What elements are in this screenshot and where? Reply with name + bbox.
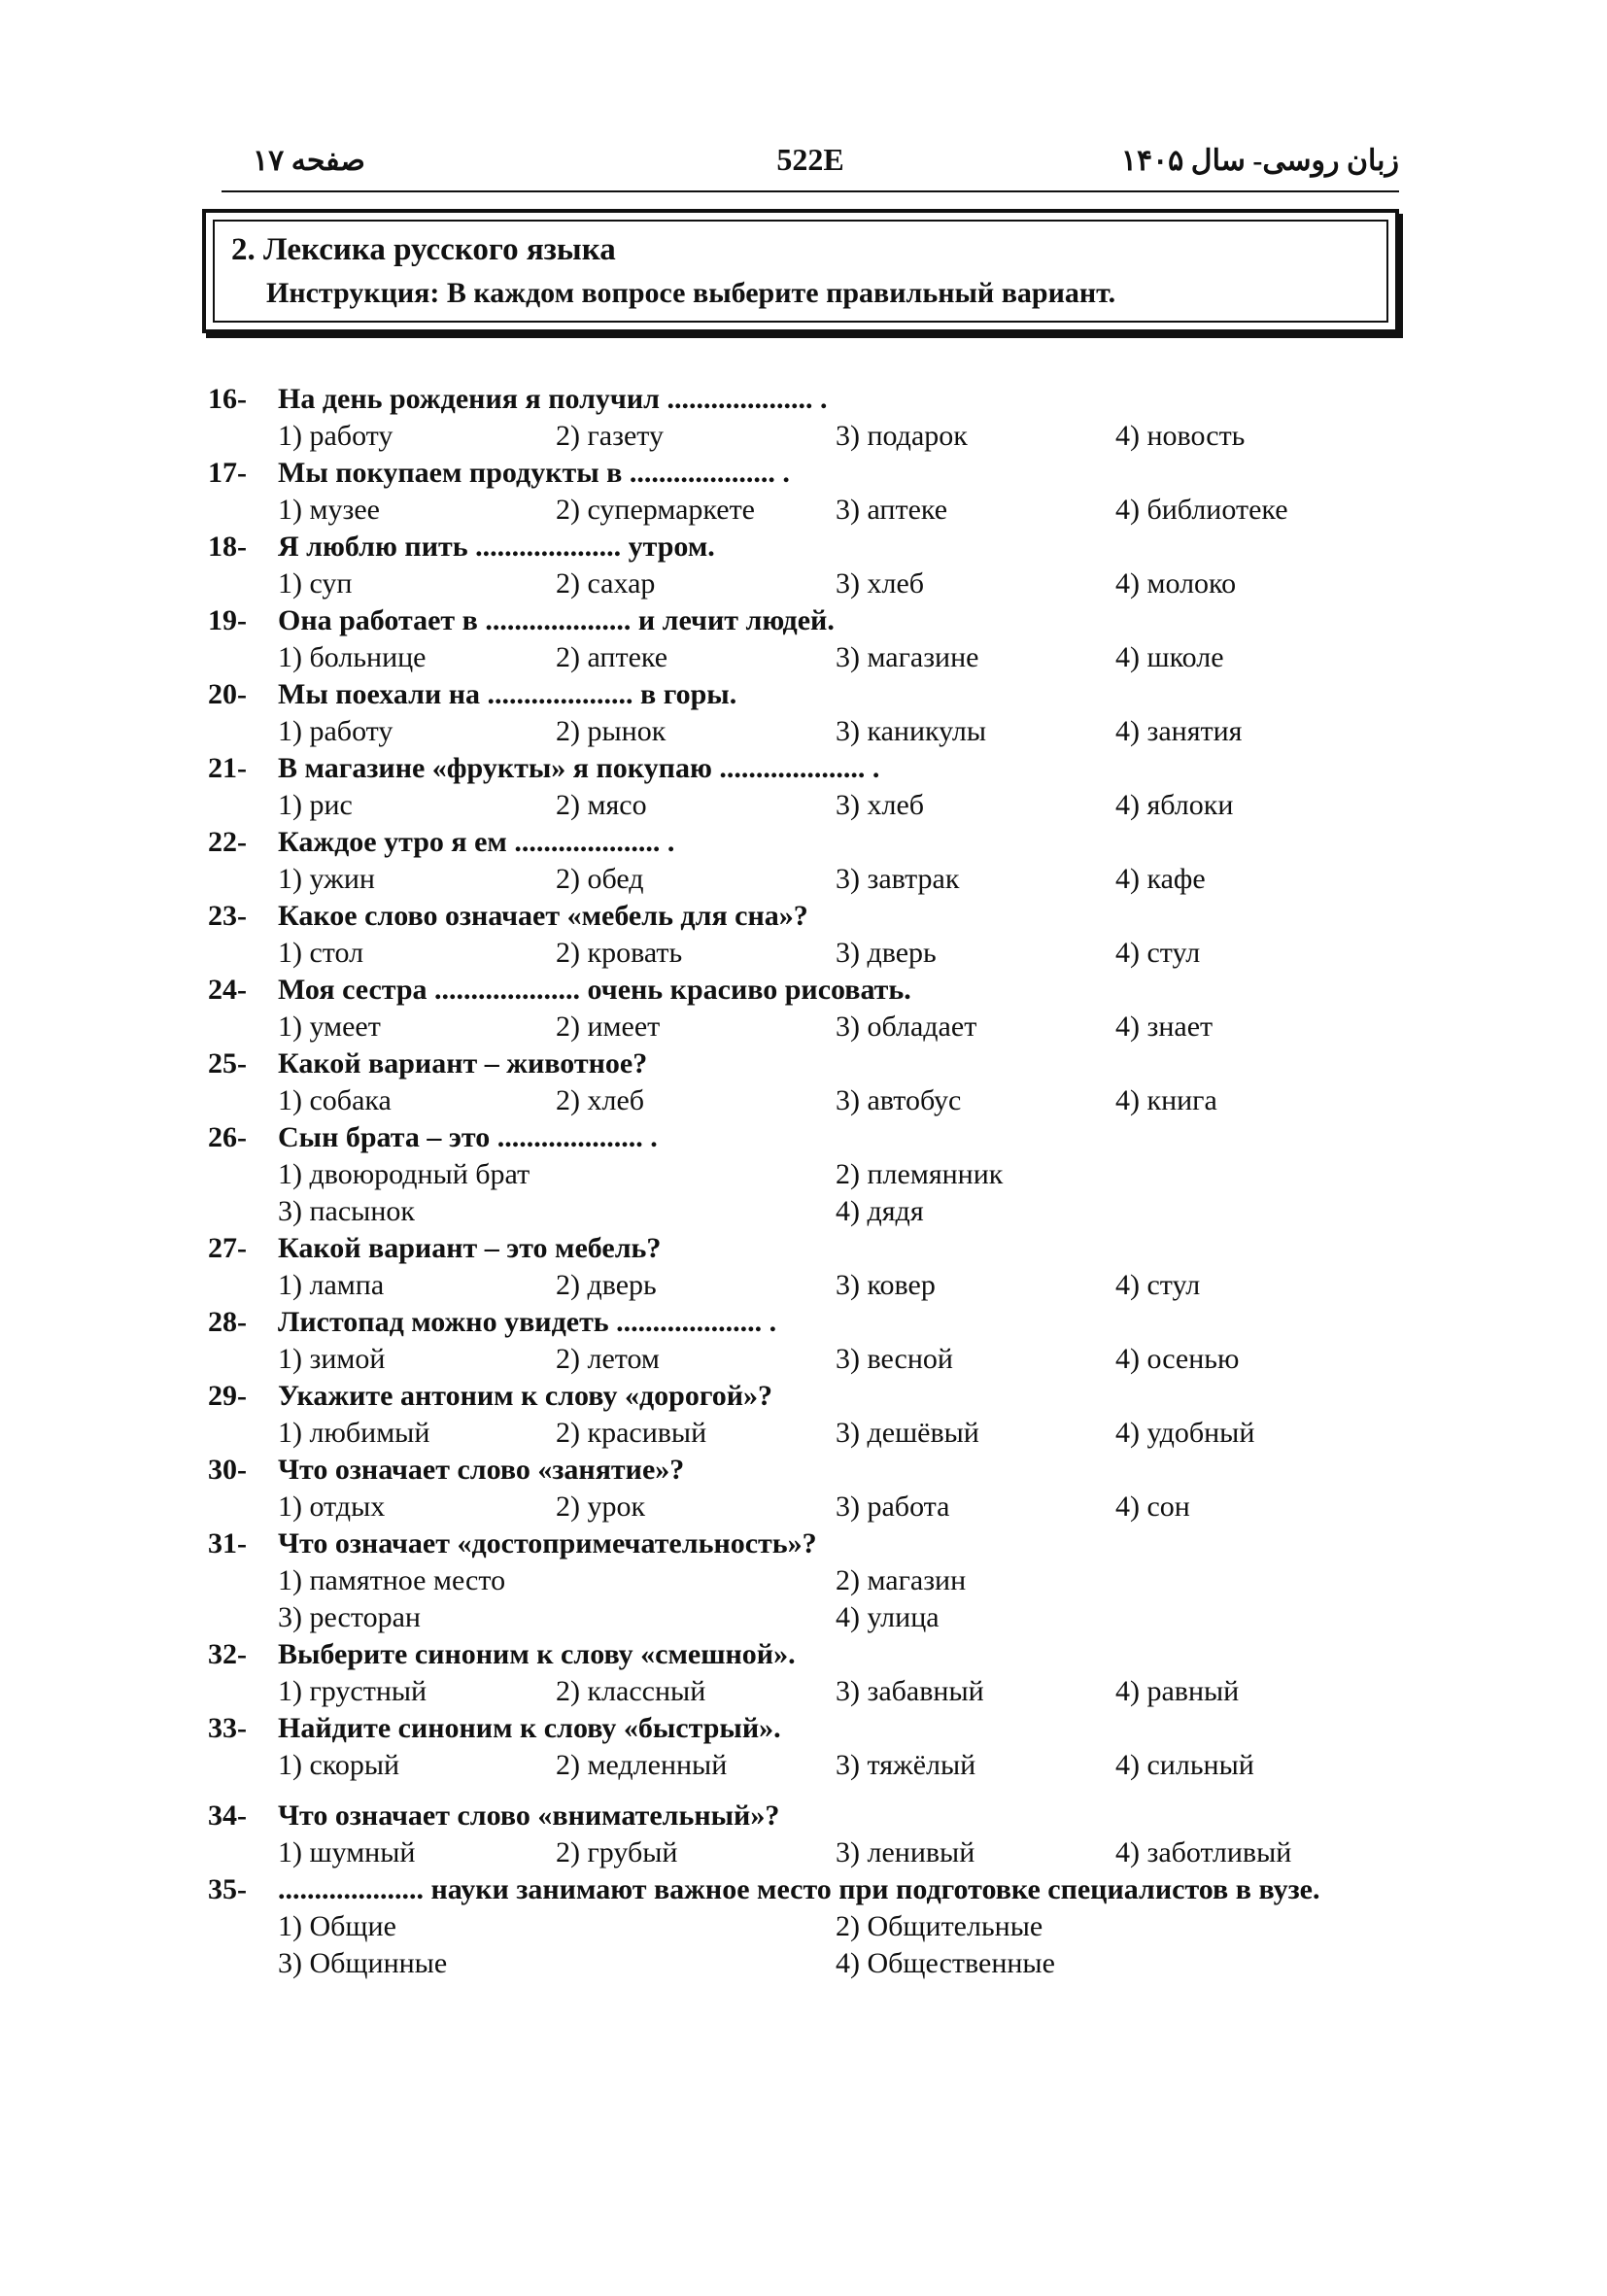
option-3: 3) ленивый bbox=[836, 1836, 975, 1868]
option-3: 3) дверь bbox=[836, 937, 937, 969]
option-4: 4) яблоки bbox=[1115, 789, 1234, 821]
question-text: Листопад можно увидеть .................... . bbox=[278, 1306, 777, 1338]
question-number: 26- bbox=[208, 1121, 247, 1153]
booklet-code: 522E bbox=[776, 142, 844, 177]
option-2: 2) сахар bbox=[556, 567, 656, 600]
question-number: 24- bbox=[208, 974, 247, 1006]
question-number: 30- bbox=[208, 1454, 247, 1486]
option-3: 3) забавный bbox=[836, 1675, 984, 1707]
question-16 bbox=[208, 381, 1413, 455]
option-1: 1) любимый bbox=[278, 1417, 430, 1449]
option-2: 2) дверь bbox=[556, 1269, 657, 1301]
option-2: 2) супермаркете bbox=[556, 494, 755, 526]
option-3: 3) хлеб bbox=[836, 789, 925, 821]
question-22 bbox=[208, 824, 1413, 898]
option-3: 3) подарок bbox=[836, 420, 968, 452]
question-number: 23- bbox=[208, 900, 247, 932]
option-1: 1) отдых bbox=[278, 1491, 386, 1523]
question-23 bbox=[208, 898, 1413, 972]
question-number: 17- bbox=[208, 457, 247, 489]
question-number: 27- bbox=[208, 1232, 247, 1264]
option-2: 2) мясо bbox=[556, 789, 647, 821]
question-text: В магазине «фрукты» я покупаю .................... . bbox=[278, 752, 880, 784]
option-2: 2) обед bbox=[556, 863, 644, 895]
question-text: Какой вариант – животное? bbox=[278, 1047, 648, 1079]
option-4: 4) молоко bbox=[1115, 567, 1237, 600]
option-4: 4) сон bbox=[1115, 1491, 1190, 1523]
option-2: 2) летом bbox=[556, 1343, 660, 1375]
option-3: 3) хлеб bbox=[836, 567, 925, 600]
question-35 bbox=[208, 1871, 1413, 1982]
option-2: 2) магазин bbox=[836, 1564, 967, 1596]
option-1: 1) работу bbox=[278, 715, 393, 747]
question-29 bbox=[208, 1378, 1413, 1452]
page-number: صفحه ۱۷ bbox=[253, 145, 365, 177]
question-number: 32- bbox=[208, 1638, 247, 1670]
option-3: 3) пасынок bbox=[278, 1195, 415, 1227]
question-text: Какое слово означает «мебель для сна»? bbox=[278, 900, 808, 932]
question-text: Мы покупаем продукты в .................... . bbox=[278, 457, 790, 489]
option-3: 3) магазине bbox=[836, 641, 979, 673]
option-4: 4) знает bbox=[1115, 1011, 1214, 1043]
question-text: Какой вариант – это мебель? bbox=[278, 1232, 662, 1264]
option-4: 4) кафе bbox=[1115, 863, 1206, 895]
option-1: 1) рис bbox=[278, 789, 353, 821]
option-4: 4) дядя bbox=[836, 1195, 924, 1227]
option-2: 2) грубый bbox=[556, 1836, 678, 1868]
option-4: 4) заботливый bbox=[1115, 1836, 1292, 1868]
option-3: 3) каникулы bbox=[836, 715, 986, 747]
question-32 bbox=[208, 1636, 1413, 1710]
page-header bbox=[222, 134, 1399, 192]
option-4: 4) осенью bbox=[1115, 1343, 1240, 1375]
question-19 bbox=[208, 602, 1413, 676]
option-4: 4) новость bbox=[1115, 420, 1246, 452]
option-1: 1) скорый bbox=[278, 1749, 400, 1781]
question-number: 21- bbox=[208, 752, 247, 784]
option-3: 3) ресторан bbox=[278, 1601, 421, 1633]
question-26 bbox=[208, 1119, 1413, 1230]
option-1: 1) лампа bbox=[278, 1269, 385, 1301]
question-text: Укажите антоним к слову «дорогой»? bbox=[278, 1380, 772, 1412]
question-25 bbox=[208, 1045, 1413, 1119]
option-2: 2) классный bbox=[556, 1675, 706, 1707]
question-text: Мы поехали на .................... в горы. bbox=[278, 678, 737, 710]
section-instruction: Инструкция: В каждом вопросе выберите правильный вариант. bbox=[266, 277, 1116, 309]
question-text: Что означает слово «внимательный»? bbox=[278, 1799, 780, 1832]
exam-subject: زبان روسی- سال ۱۴۰۵ bbox=[1120, 145, 1399, 177]
option-3: 3) обладает bbox=[836, 1011, 977, 1043]
option-2: 2) Общительные bbox=[836, 1910, 1043, 1942]
question-list bbox=[208, 381, 1413, 1982]
option-3: 3) Общинные bbox=[278, 1947, 448, 1979]
question-30 bbox=[208, 1452, 1413, 1525]
question-18 bbox=[208, 529, 1413, 602]
question-number: 19- bbox=[208, 604, 247, 636]
option-4: 4) библиотеке bbox=[1115, 494, 1288, 526]
question-text: Я люблю пить .................... утром. bbox=[278, 531, 715, 563]
option-1: 1) больнице bbox=[278, 641, 427, 673]
option-1: 1) Общие bbox=[278, 1910, 396, 1942]
question-text: На день рождения я получил .................... . bbox=[278, 383, 828, 415]
option-2: 2) урок bbox=[556, 1491, 646, 1523]
question-number: 35- bbox=[208, 1873, 247, 1905]
option-1: 1) собака bbox=[278, 1084, 392, 1116]
option-1: 1) работу bbox=[278, 420, 393, 452]
option-3: 3) тяжёлый bbox=[836, 1749, 976, 1781]
option-4: 4) школе bbox=[1115, 641, 1224, 673]
section-heading-box bbox=[202, 209, 1399, 333]
option-1: 1) зимой bbox=[278, 1343, 386, 1375]
option-4: 4) удобный bbox=[1115, 1417, 1255, 1449]
option-2: 2) хлеб bbox=[556, 1084, 645, 1116]
option-4: 4) стул bbox=[1115, 937, 1201, 969]
question-number: 20- bbox=[208, 678, 247, 710]
option-3: 3) автобус bbox=[836, 1084, 962, 1116]
question-28 bbox=[208, 1304, 1413, 1378]
option-2: 2) аптеке bbox=[556, 641, 668, 673]
question-text: Она работает в .................... и лечит людей. bbox=[278, 604, 835, 636]
option-3: 3) дешёвый bbox=[836, 1417, 979, 1449]
option-3: 3) завтрак bbox=[836, 863, 960, 895]
question-number: 28- bbox=[208, 1306, 247, 1338]
option-4: 4) стул bbox=[1115, 1269, 1201, 1301]
option-1: 1) памятное место bbox=[278, 1564, 506, 1596]
question-21 bbox=[208, 750, 1413, 824]
option-1: 1) умеет bbox=[278, 1011, 381, 1043]
option-1: 1) стол bbox=[278, 937, 364, 969]
question-24 bbox=[208, 972, 1413, 1045]
option-2: 2) медленный bbox=[556, 1749, 728, 1781]
option-3: 3) весной bbox=[836, 1343, 953, 1375]
question-number: 34- bbox=[208, 1799, 247, 1832]
option-2: 2) кровать bbox=[556, 937, 683, 969]
option-2: 2) красивый bbox=[556, 1417, 707, 1449]
option-1: 1) суп bbox=[278, 567, 353, 600]
option-3: 3) ковер bbox=[836, 1269, 936, 1301]
option-4: 4) сильный bbox=[1115, 1749, 1254, 1781]
option-2: 2) племянник bbox=[836, 1158, 1004, 1190]
option-4: 4) книга bbox=[1115, 1084, 1217, 1116]
question-text: .................... науки занимают важное место при подготовке специалистов в вузе. bbox=[278, 1873, 1320, 1905]
option-4: 4) равный bbox=[1115, 1675, 1240, 1707]
question-number: 29- bbox=[208, 1380, 247, 1412]
option-2: 2) имеет bbox=[556, 1011, 661, 1043]
question-text: Моя сестра .................... очень красиво рисовать. bbox=[278, 974, 911, 1006]
option-1: 1) двоюродный брат bbox=[278, 1158, 530, 1190]
header-rule bbox=[222, 190, 1399, 192]
question-text: Сын брата – это .................... . bbox=[278, 1121, 658, 1153]
question-text: Что означает слово «занятие»? bbox=[278, 1454, 685, 1486]
question-33 bbox=[208, 1710, 1413, 1784]
question-34 bbox=[208, 1798, 1413, 1871]
option-1: 1) шумный bbox=[278, 1836, 416, 1868]
question-number: 16- bbox=[208, 383, 247, 415]
option-4: 4) Общественные bbox=[836, 1947, 1055, 1979]
option-1: 1) ужин bbox=[278, 863, 375, 895]
question-number: 31- bbox=[208, 1527, 247, 1559]
question-number: 22- bbox=[208, 826, 247, 858]
option-3: 3) аптеке bbox=[836, 494, 948, 526]
question-number: 25- bbox=[208, 1047, 247, 1079]
question-27 bbox=[208, 1230, 1413, 1304]
option-4: 4) улица bbox=[836, 1601, 940, 1633]
question-20 bbox=[208, 676, 1413, 750]
option-1: 1) музее bbox=[278, 494, 380, 526]
question-number: 33- bbox=[208, 1712, 247, 1744]
question-text: Найдите синоним к слову «быстрый». bbox=[278, 1712, 781, 1744]
question-text: Что означает «достопримечательность»? bbox=[278, 1527, 817, 1559]
option-1: 1) грустный bbox=[278, 1675, 427, 1707]
option-2: 2) рынок bbox=[556, 715, 667, 747]
option-4: 4) занятия bbox=[1115, 715, 1243, 747]
question-31 bbox=[208, 1525, 1413, 1636]
section-title: 2. Лексика русского языка bbox=[231, 232, 616, 267]
question-17 bbox=[208, 455, 1413, 529]
question-text: Выберите синоним к слову «смешной». bbox=[278, 1638, 796, 1670]
option-2: 2) газету bbox=[556, 420, 664, 452]
question-number: 18- bbox=[208, 531, 247, 563]
question-text: Каждое утро я ем .................... . bbox=[278, 826, 675, 858]
option-3: 3) работа bbox=[836, 1491, 950, 1523]
